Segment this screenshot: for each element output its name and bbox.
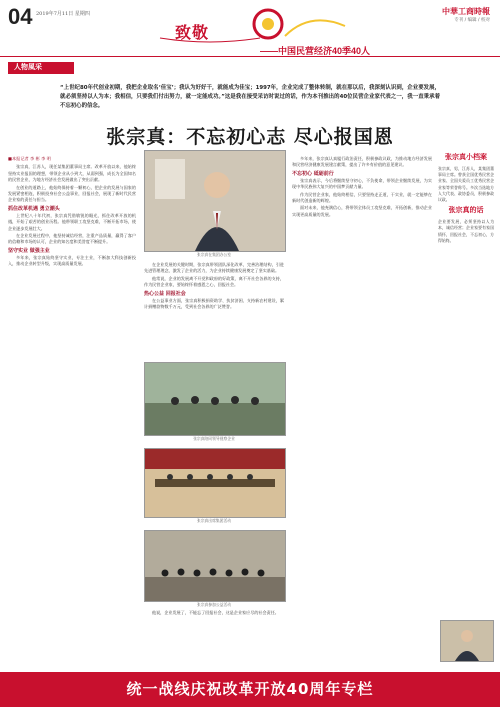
masthead-rule <box>0 56 500 65</box>
photo-caption: 张宗真陪同领导视察企业 <box>193 436 235 441</box>
portrait-figure <box>145 151 285 251</box>
group-photo-2 <box>144 530 286 602</box>
paragraph: 面对未来，他充满信心，将带领全体员工攻坚克难，开拓创新，推动企业实现更高质量的发展。 <box>292 205 432 217</box>
paragraph: 张宗真表示，今后将继续坚守初心，不负使命，带领企业继续发展，为实现中华民族伟大复兴的中国梦贡献力量。 <box>292 177 432 190</box>
quote-heading: 张宗真的话 <box>448 206 484 215</box>
paragraph: 在公益事业方面，张宗真积极捐资助学、扶贫济困、支持新农村建设，累计捐赠款物数千万元，受到社会各界的广泛赞誉。 <box>144 297 284 310</box>
subheading: 不忘初心 砥砺前行 <box>292 170 334 177</box>
photo-caption: 张宗真参加公益活动 <box>196 602 232 607</box>
subheading: 热心公益 回报社会 <box>144 290 186 297</box>
issue-date: 2019年7月11日 星期四 <box>36 11 90 17</box>
column-3 <box>292 156 432 666</box>
intro-quote: “上世纪80年代创业初期，我把企业取名‘佳宝’；我认为好好干，就能成为佳宝；1997年，企业完成了整体转制，就在那以后，我深刻认识到，企业要发展，就必须坚持以人为本；我相信，只要我们付出努力，就一定能成功。”这是我在接受采访时说过的话，作为本刊推出的40位民营企业家代表之一，我一直秉承着不忘初心的信念。 <box>60 85 440 109</box>
column-tab: 人物風采 <box>8 62 74 74</box>
column-2-tail <box>144 610 284 668</box>
group-photo-1 <box>144 362 286 436</box>
sidebar-photo <box>440 620 494 662</box>
newspaper-logo: 中華工商時報 <box>442 7 490 16</box>
profile-text: 张宗真，男，江苏人，某集团董事局主席。曾获全国优秀民营企业家、全国关爱员工优秀民营企业家等荣誉称号。多次当选地方人大代表、政协委员，积极参政议政。 <box>438 166 494 203</box>
paragraph: 在创业的道路上，他始终保持着一颗初心，把企业的发展与国家的发展紧密相连，积极投身社会公益事业，回报社会，展现了新时代民营企业家的责任与担当。 <box>8 184 136 203</box>
meeting-photo <box>144 448 286 518</box>
paragraph: 多年来，张宗真认真履行政治责任，积极参政议政，为推动地方经济发展和民营经济健康发展建言献策，提出了许多有价值的意见建议。 <box>292 156 432 168</box>
quote-text: 企业要发展，必须坚持以人为本，诚信经营；企业家要有家国情怀，回报社会，不忘初心，方得始终。 <box>438 219 494 243</box>
tribute-word: 致敬 <box>175 25 210 42</box>
paragraph: 多年来，张宗真始终坚守实业，专注主业，不断加大科技创新投入，推动企业转型升级，实现高质量发展。 <box>8 254 136 267</box>
portrait-photo <box>144 150 286 252</box>
paragraph: 在企业发展的关键时期，张宗真带领团队深化改革，完善治理结构，引进先进管理理念，激发了企业的活力，为企业持续健康发展奠定了坚实基础。 <box>144 262 284 274</box>
profile-heading: 张宗真小档案 <box>445 153 487 161</box>
article-headline: 张宗真：不忘初心志 尽心报国恩 <box>106 126 394 148</box>
paragraph: 上世纪八十年代初，张宗真凭借敏锐的眼光，抓住改革开放的机遇，开始了艰苦的创业历程。他带领职工攻坚克难，不断开拓市场，使企业逐步发展壮大。 <box>8 212 136 231</box>
series-title: ——中国民营经济40季40人 <box>260 46 371 56</box>
profile-sidebar <box>438 150 494 244</box>
paragraph: 他常说，企业的发展离不开党和政府的好政策，离不开社会各界的支持，作为民营企业家，要始终怀着感恩之心，回报社会。 <box>144 275 284 288</box>
byline: ■本报记者 李 彬 李 明 <box>8 156 51 161</box>
page-number: 04 <box>8 4 33 29</box>
editor-credits: 专刊 / 编辑 / 校对 <box>454 18 490 23</box>
column-2 <box>144 262 284 360</box>
paragraph: 在企业发展过程中，他坚持诚信经营，注重产品质量，赢得了客户的信赖和市场的认可，企业的知名度和美誉度不断提升。 <box>8 233 136 245</box>
subheading: 坚守实业 做强主业 <box>8 247 50 254</box>
paragraph: 张宗真，江苏人，现任某集团董事局主席。改革开放以来，他始终坚持实业报国的理想，带领企业从小到大，从弱到强，成长为全国知名的民营企业，为地方经济社会发展做出了突出贡献。 <box>8 164 136 183</box>
paragraph: 他说，企业发展了，不能忘了回报社会，这是企业家应尽的社会责任。 <box>152 610 279 615</box>
subheading: 抓住改革机遇 勇立潮头 <box>8 205 60 212</box>
photo-caption: 张宗真出席集团活动 <box>196 518 232 523</box>
column-1 <box>8 156 136 666</box>
photo-caption: 张宗真在集团办公室 <box>196 252 232 257</box>
footer-banner: 统一战线庆祝改革开放40周年专栏 <box>126 680 374 698</box>
paragraph: 作为民营企业家，他始终相信，只要坚持走正道，干实业，就一定能够在新时代创造新的辉煌。 <box>292 191 432 204</box>
